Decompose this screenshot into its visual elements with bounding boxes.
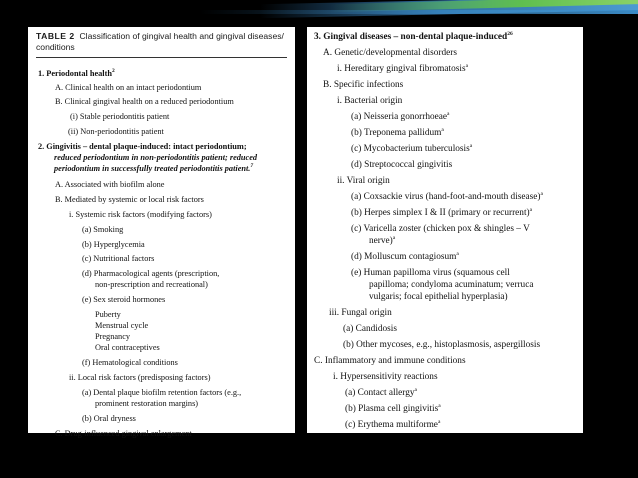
list-item: Oral contraceptives (95, 343, 160, 352)
list-item: (ii) Non-periodontitis patient (68, 127, 164, 136)
list-item: ii. Local risk factors (predisposing factors) (69, 373, 211, 382)
list-item: (e) Human papilloma virus (squamous cell (351, 268, 510, 278)
list-item: A. Associated with biofilm alone (55, 180, 165, 189)
section-heading (38, 69, 115, 79)
list-item: (b) Plasma cell gingivitis$^a$ (345, 403, 441, 414)
list-item: iii. Fungal origin (329, 308, 392, 318)
list-item: ii. Viral origin (337, 176, 390, 186)
list-item: (c) Nutritional factors (82, 254, 155, 263)
list-item-continued: non-prescription and recreational) (95, 280, 208, 289)
list-item: (b) Other mycoses, e.g., histoplasmosis, aspergillosis (343, 340, 541, 350)
list-item: i. Hypersensitivity reactions (333, 372, 438, 382)
list-item: (a) Coxsackie virus (hand-foot-and-mouth disease)$^a$ (351, 191, 543, 202)
table-rule (36, 57, 287, 58)
list-item: (d) Molluscum contagiosum$^a$ (351, 251, 459, 262)
right-document-page (307, 27, 583, 433)
section-heading: 3. Gingival diseases – non-dental plaque-induced$^{26}$ (314, 31, 513, 42)
list-item: Menstrual cycle (95, 321, 149, 330)
list-item-continued: papilloma; condyloma acuminatum; verruca (369, 280, 534, 290)
list-item: (a) Dental plaque biofilm retention factors (e.g., (82, 388, 242, 397)
list-item: B. Clinical gingival health on a reduced periodontium (55, 97, 234, 106)
section-heading: 2. Gingivitis – dental plaque-induced: intact periodontium; (38, 142, 247, 151)
list-item: B. Specific infections (323, 80, 404, 90)
list-item: C. Inflammatory and immune conditions (314, 356, 466, 366)
list-item: i. Hereditary gingival fibromatosis$^a$ (337, 63, 469, 74)
table-label: TABLE 2 (36, 31, 75, 41)
list-item: (c) Mycobacterium tuberculosis$^a$ (351, 143, 473, 154)
table-title (36, 31, 284, 41)
list-item: (a) Neisseria gonorrhoeae$^a$ (351, 111, 450, 122)
list-item: C. Drug-influenced gingival enlargement (55, 429, 192, 438)
list-item: (a) Candidosis (343, 324, 397, 334)
list-item: (a) Contact allergy$^a$ (345, 387, 417, 398)
heading-text: 1. Periodontal health$^2$ (38, 68, 115, 78)
list-item-continued: nerve)$^a$ (369, 235, 396, 246)
list-item: (d) Pharmacological agents (prescription, (82, 269, 220, 278)
list-item: (c) Varicella zoster (chicken pox & shingles – V (351, 224, 530, 234)
table-title-line: conditions (36, 42, 75, 52)
list-item: (i) Stable periodontitis patient (70, 112, 170, 121)
list-item: (d) Streptococcal gingivitis (351, 160, 453, 170)
list-item-continued: prominent restoration margins) (95, 399, 199, 408)
list-item: (b) Oral dryness (82, 414, 136, 423)
list-item: (c) Erythema multiforme$^a$ (345, 419, 441, 430)
list-item: A. Genetic/developmental disorders (323, 48, 457, 58)
list-item: B. Mediated by systemic or local risk factors (55, 195, 204, 204)
table-title-line: Classification of gingival health and gingival diseases/ (79, 31, 284, 41)
list-item: (f) Hematological conditions (82, 358, 178, 367)
list-item: A. Clinical health on an intact periodontium (55, 83, 202, 92)
left-document-page (28, 27, 295, 438)
section-heading-continued: reduced periodontium in non-periodontitis patient; reduced (54, 153, 258, 162)
list-item: Puberty (95, 310, 121, 319)
title-decoration (0, 0, 638, 30)
list-item: (b) Hyperglycemia (82, 240, 145, 249)
list-item: i. Systemic risk factors (modifying factors) (69, 210, 212, 219)
section-heading-continued: periodontium in successfully treated periodontitis patient.$^7$ (54, 163, 254, 173)
list-item: (a) Smoking (82, 225, 124, 234)
list-item: i. Bacterial origin (337, 96, 403, 106)
list-item: (e) Sex steroid hormones (82, 295, 166, 304)
list-item: (b) Herpes simplex I & II (primary or recurrent)$^a$ (351, 207, 533, 218)
list-item: (b) Treponema pallidum$^a$ (351, 127, 444, 138)
list-item: Pregnancy (95, 332, 131, 341)
decorative-stripe (200, 10, 638, 14)
list-item-continued: vulgaris; focal epithelial hyperplasia) (369, 292, 508, 302)
